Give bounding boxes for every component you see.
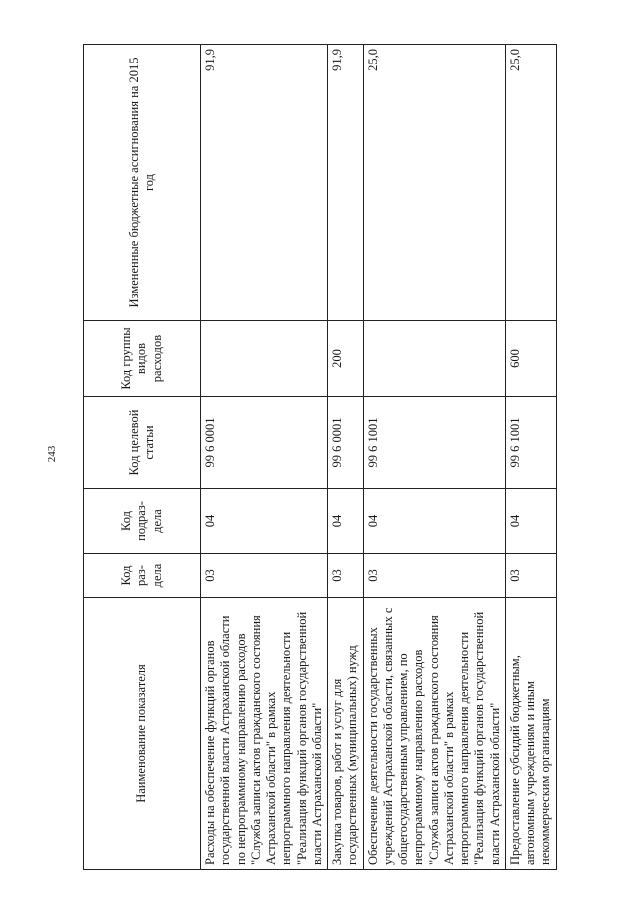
- row-target-code: 99 6 0001: [201, 397, 328, 489]
- row-amount: 91,9: [201, 45, 328, 321]
- header-amount: Измененные бюджетные ассигнования на 2015 год: [84, 45, 201, 321]
- header-subsection-code: Код подраз-дела: [84, 489, 201, 554]
- header-name: Наименование показателя: [84, 598, 201, 870]
- row-name: Обеспечение деятельности государственных учреждений Астраханской области, связанных с общегосударственным управлением, по непрограммному направлению расходов "Служба записи актов гражданского состояния Астраханской области" в рамках непрограммного направления деятельности "Реализация функций органов государственной власти Астраханской области": [363, 598, 505, 870]
- header-section-code: Код раз-дела: [84, 554, 201, 598]
- row-name: Предоставление субсидий бюджетным, автономным учреждениям и иным некоммерческим организациям: [505, 598, 556, 870]
- row-subsection-code: 04: [201, 489, 328, 554]
- header-row: [84, 45, 201, 870]
- row-section-code: 03: [328, 554, 364, 598]
- row-target-code: 99 6 1001: [363, 397, 505, 489]
- header-target-code: Код целевой статьи: [84, 397, 201, 489]
- table-row: [201, 45, 328, 870]
- row-section-code: 03: [201, 554, 328, 598]
- row-section-code: 03: [363, 554, 505, 598]
- table-header: [84, 45, 201, 870]
- row-target-code: 99 6 0001: [328, 397, 364, 489]
- row-subsection-code: 04: [505, 489, 556, 554]
- row-group-code: [363, 321, 505, 397]
- row-group-code: [201, 321, 328, 397]
- page-number: 243: [46, 445, 58, 463]
- row-section-code: 03: [505, 554, 556, 598]
- budget-table: [83, 44, 557, 870]
- table-row: [505, 45, 556, 870]
- table-row: [328, 45, 364, 870]
- row-amount: 91,9: [328, 45, 364, 321]
- table-body: [201, 45, 557, 870]
- row-group-code: 200: [328, 321, 364, 397]
- row-subsection-code: 04: [328, 489, 364, 554]
- header-group-code: Код группы видов расходов: [84, 321, 201, 397]
- row-group-code: 600: [505, 321, 556, 397]
- row-name: Расходы на обеспечение функций органов государственной власти Астраханской области по непрограммному направлению расходов "Служба записи актов гражданского состояния Астраханской области" в рамках непрограммного направления деятельности "Реализация функций органов государственной власти Астраханской области": [201, 598, 328, 870]
- table-row: [363, 45, 505, 870]
- table-sheet: [83, 45, 553, 870]
- row-amount: 25,0: [505, 45, 556, 321]
- rotated-table-area: [83, 45, 553, 870]
- row-name: Закупка товаров, работ и услуг для государственных (муниципальных) нужд: [328, 598, 364, 870]
- row-subsection-code: 04: [363, 489, 505, 554]
- row-amount: 25,0: [363, 45, 505, 321]
- row-target-code: 99 6 1001: [505, 397, 556, 489]
